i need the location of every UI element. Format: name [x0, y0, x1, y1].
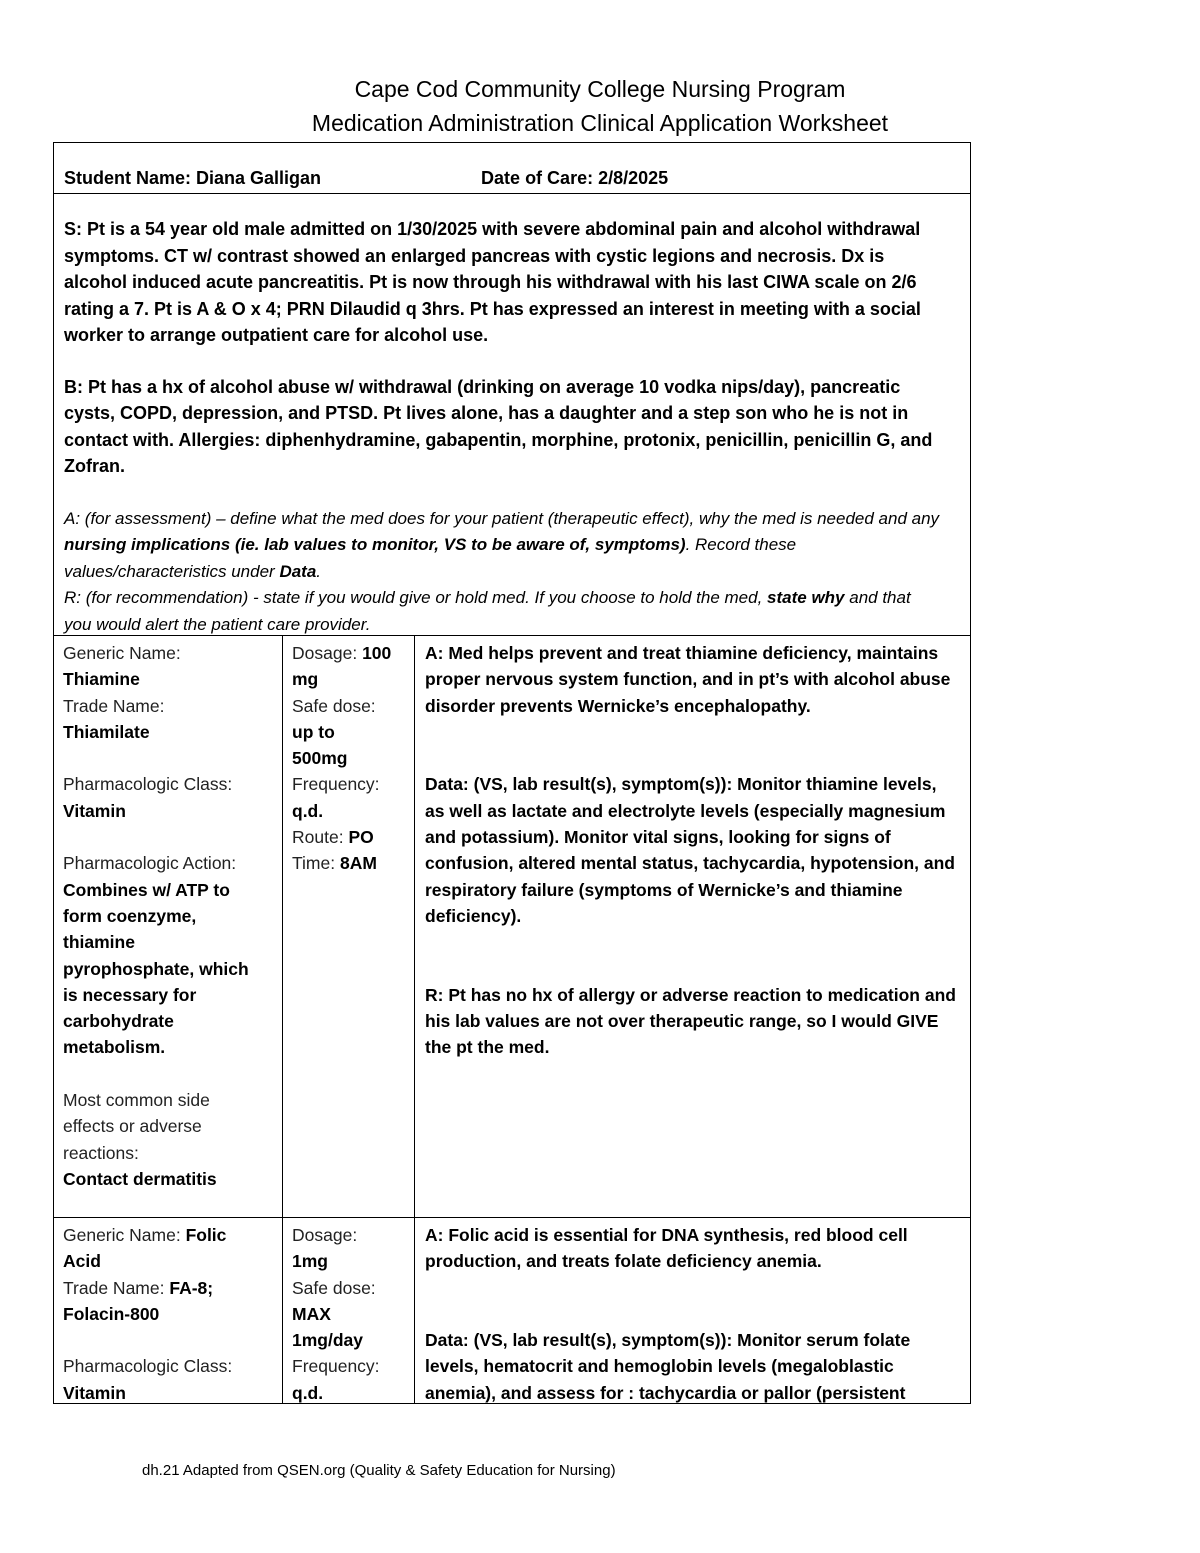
time-value: 8AM [339, 853, 377, 874]
recommendation-text: R: Pt has no hx of allergy or adverse reaction to medication and his lab values are not over therapeutic range, so I would GIVE the pt the med. [425, 984, 956, 1058]
route-label: Route: [292, 827, 344, 848]
generic-name-value: Folic Acid [63, 1225, 227, 1272]
program-title: Cape Cod Community College Nursing Program [354, 76, 846, 102]
action-value: Combines w/ ATP to form coenzyme, thiamine pyrophosphate, which is necessary for carbohydrate metabolism. [63, 879, 249, 1058]
adr-cell [415, 1218, 970, 1404]
footer-note: dh.21 Adapted from QSEN.org (Quality & Safety Education for Nursing) [142, 1462, 616, 1479]
student-name: Student Name: Diana Galligan [64, 168, 322, 188]
dosing-cell [283, 636, 415, 1217]
data-text: Data: (VS, lab result(s), symptom(s)): Monitor thiamine levels, as well as lactate and electrolyte levels (especially magnesium and potassium). Monitor vital signs, looking for signs of confusion, altered mental status, tachycardia, hypotension, and respiratory failure (symptoms of Wernicke’s and thiamine deficiency). [425, 774, 955, 926]
generic-name-label: Generic Name: [63, 1225, 181, 1245]
class-value: Vitamin [63, 800, 126, 821]
data-text: Data: (VS, lab result(s), symptom(s)): Monitor serum folate levels, hematocrit and hemoglobin levels (megaloblastic anemia), and assess for : tachycardia or pallor (persistent [425, 1330, 911, 1403]
adr-cell [415, 636, 970, 1217]
dosing-cell [283, 1218, 415, 1404]
safe-dose-value: MAX 1mg/day [292, 1303, 363, 1351]
worksheet-table [53, 142, 971, 1404]
trade-name-label: Trade Name: [63, 1277, 165, 1298]
medication-row [54, 1218, 970, 1404]
trade-name-value: FA-8; Folacin-800 [63, 1277, 214, 1324]
date-of-care: Date of Care: 2/8/2025 [481, 168, 669, 188]
worksheet-title: Medication Administration Clinical Application Worksheet [311, 110, 889, 136]
safe-dose-value: up to 500mg [292, 721, 348, 769]
frequency-label: Frequency: [292, 774, 380, 795]
side-effects-value: Contact dermatitis [63, 1168, 217, 1189]
class-label: Pharmacologic Class: [63, 774, 233, 795]
trade-name-value: Thiamilate [63, 721, 150, 742]
dosage-value: 100 mg [292, 643, 392, 690]
class-label: Pharmacologic Class: [63, 1356, 233, 1377]
dosage-label: Dosage: [292, 643, 358, 663]
recommendation-instructions: R: (for recommendation) - state if you would give or hold med. If you choose to hold the med, state why and that you would alert the patient care provider. [64, 588, 911, 634]
assessment-text: A: Folic acid is essential for DNA synthesis, red blood cell production, and treats folate deficiency anemia. [425, 1225, 908, 1272]
generic-name-label: Generic Name: [63, 643, 181, 663]
dosage-value: 1mg [292, 1251, 328, 1272]
dosage-label: Dosage: [292, 1225, 358, 1245]
action-label: Pharmacologic Action: [63, 853, 237, 874]
class-value: Vitamin [63, 1382, 126, 1403]
document-header [0, 72, 1200, 140]
drug-info-cell [54, 1218, 283, 1404]
assessment-instructions: A: (for assessment) – define what the med does for your patient (therapeutic effect), why the med is needed and any nursing implications (ie. lab values to monitor, VS to be aware of, symptoms). Record these values/characteristics under Data. [64, 508, 940, 581]
frequency-value: q.d. [292, 800, 324, 821]
student-row [54, 143, 970, 194]
side-effects-label: Most common side effects or adverse reactions: [63, 1090, 210, 1163]
background-text: B: Pt has a hx of alcohol abuse w/ withdrawal (drinking on average 10 vodka nips/day), pancreatic cysts, COPD, depression, and PTSD. Pt lives alone, has a daughter and a step son who he is not in contact with. Allergies: diphenhydramine, gabapentin, morphine, protonix, penicillin, penicillin G, and Zofran. [64, 376, 933, 476]
frequency-label: Frequency: [292, 1356, 380, 1377]
safe-dose-label: Safe dose: [292, 1277, 376, 1298]
medication-row [54, 636, 970, 1218]
trade-name-label: Trade Name: [63, 695, 165, 716]
safe-dose-label: Safe dose: [292, 695, 376, 716]
generic-name-value: Thiamine [63, 669, 140, 690]
assessment-text: A: Med helps prevent and treat thiamine deficiency, maintains proper nervous system function, and in pt’s with alcohol abuse disorder prevents Wernicke’s encephalopathy. [425, 643, 951, 716]
drug-info-cell [54, 636, 283, 1217]
time-label: Time: [292, 853, 336, 874]
situation-text: S: Pt is a 54 year old male admitted on 1/30/2025 with severe abdominal pain and alcohol withdrawal symptoms. CT w/ contrast showed an enlarged pancreas with cystic legions and necrosis. Dx is alcohol induced acute pancreatitis. Pt is now through his withdrawal with his last CIWA scale on 2/6 rating a 7. Pt is A & O x 4; PRN Dilaudid q 3hrs. Pt has expressed an interest in meeting with a social worker to arrange outpatient care for alcohol use. [64, 219, 921, 345]
frequency-value: q.d. [292, 1382, 324, 1403]
sbar-section [54, 194, 970, 636]
route-value: PO [348, 827, 374, 848]
